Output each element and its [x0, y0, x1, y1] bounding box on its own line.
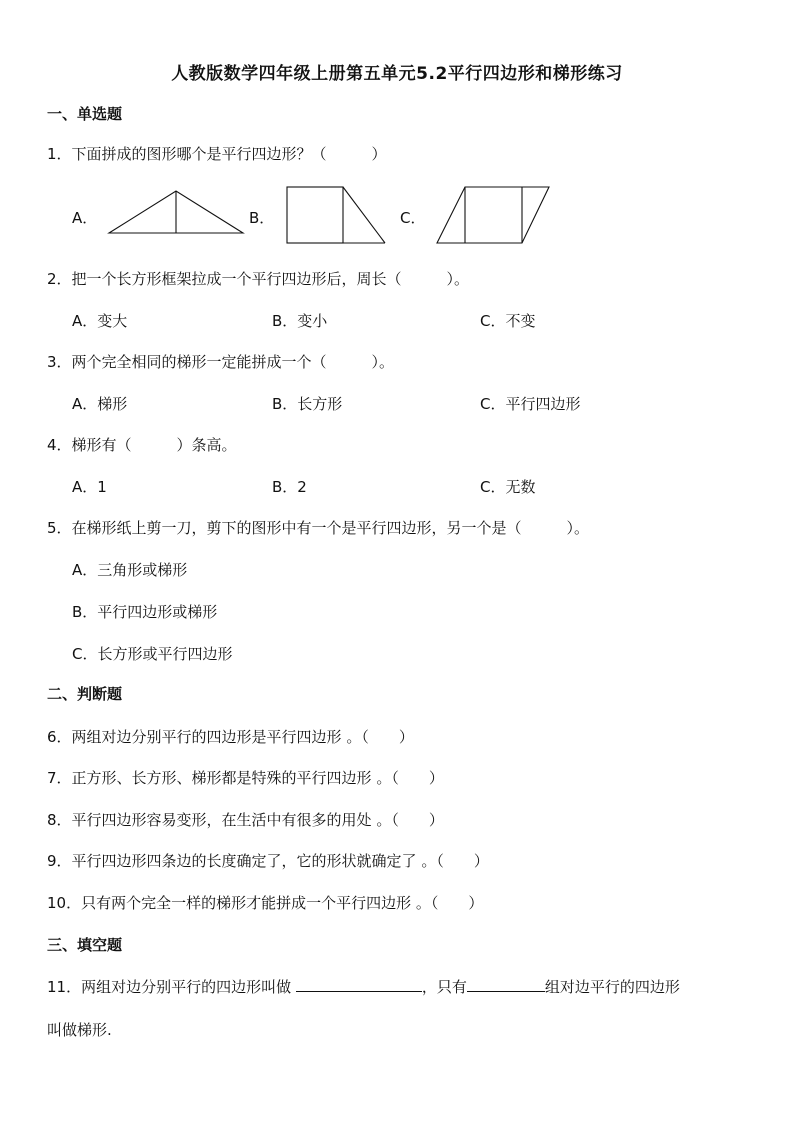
q11-blank-2[interactable] — [467, 975, 545, 992]
question-8: 8．平行四边形容易变形，在生活中有很多的用处 。（ ） — [47, 811, 444, 829]
q1-option-c[interactable]: C． — [400, 209, 426, 227]
section-heading-single-choice: 一、单选题 — [47, 105, 123, 123]
question-5: 5．在梯形纸上剪一刀，剪下的图形中有一个是平行四边形，另一个是（ ）。 — [47, 519, 590, 537]
q3-option-c[interactable]: C．平行四边形 — [480, 395, 581, 413]
q11-text-part-2: ，只有 — [421, 978, 467, 996]
question-1: 1．下面拼成的图形哪个是平行四边形？（ ） — [47, 145, 387, 163]
q3-option-b[interactable]: B．长方形 — [272, 395, 343, 413]
q1-figure-b-square-triangle — [286, 186, 386, 244]
q1-figure-a-triangles — [108, 190, 244, 234]
q5-option-b[interactable]: B．平行四边形或梯形 — [72, 603, 218, 621]
q1-option-b[interactable]: B． — [249, 209, 275, 227]
section-heading-true-false: 二、判断题 — [47, 685, 123, 703]
q4-option-c[interactable]: C．无数 — [480, 478, 536, 496]
q1-option-a[interactable]: A． — [72, 209, 98, 227]
q11-text-part-1: 11．两组对边分别平行的四边形叫做 — [47, 978, 296, 996]
q4-option-a[interactable]: A．1 — [72, 478, 107, 496]
question-4: 4．梯形有（ ）条高。 — [47, 436, 237, 454]
q2-option-b[interactable]: B．变小 — [272, 312, 328, 330]
q3-option-a[interactable]: A．梯形 — [72, 395, 128, 413]
question-7: 7．正方形、长方形、梯形都是特殊的平行四边形 。（ ） — [47, 769, 444, 787]
q1-figure-c-parallelogram — [436, 186, 550, 244]
question-9: 9．平行四边形四条边的长度确定了，它的形状就确定了 。（ ） — [47, 852, 489, 870]
section-heading-fill-in: 三、填空题 — [47, 936, 123, 954]
q4-option-b[interactable]: B．2 — [272, 478, 307, 496]
q5-option-a[interactable]: A．三角形或梯形 — [72, 561, 188, 579]
question-6: 6．两组对边分别平行的四边形是平行四边形 。（ ） — [47, 728, 414, 746]
question-11-line-1 — [47, 975, 680, 997]
q2-option-a[interactable]: A．变大 — [72, 312, 128, 330]
q11-blank-1[interactable] — [296, 975, 422, 992]
question-11-line-2: 叫做梯形. — [47, 1021, 112, 1039]
question-3: 3．两个完全相同的梯形一定能拼成一个（ ）。 — [47, 353, 395, 371]
q11-text-part-3: 组对边平行的四边形 — [544, 978, 680, 996]
q5-option-c[interactable]: C．长方形或平行四边形 — [72, 645, 233, 663]
question-10: 10．只有两个完全一样的梯形才能拼成一个平行四边形 。（ ） — [47, 894, 484, 912]
page-title: 人教版数学四年级上册第五单元5.2平行四边形和梯形练习 — [171, 64, 623, 84]
q2-option-c[interactable]: C．不变 — [480, 312, 536, 330]
question-2: 2．把一个长方形框架拉成一个平行四边形后，周长（ ）。 — [47, 270, 470, 288]
